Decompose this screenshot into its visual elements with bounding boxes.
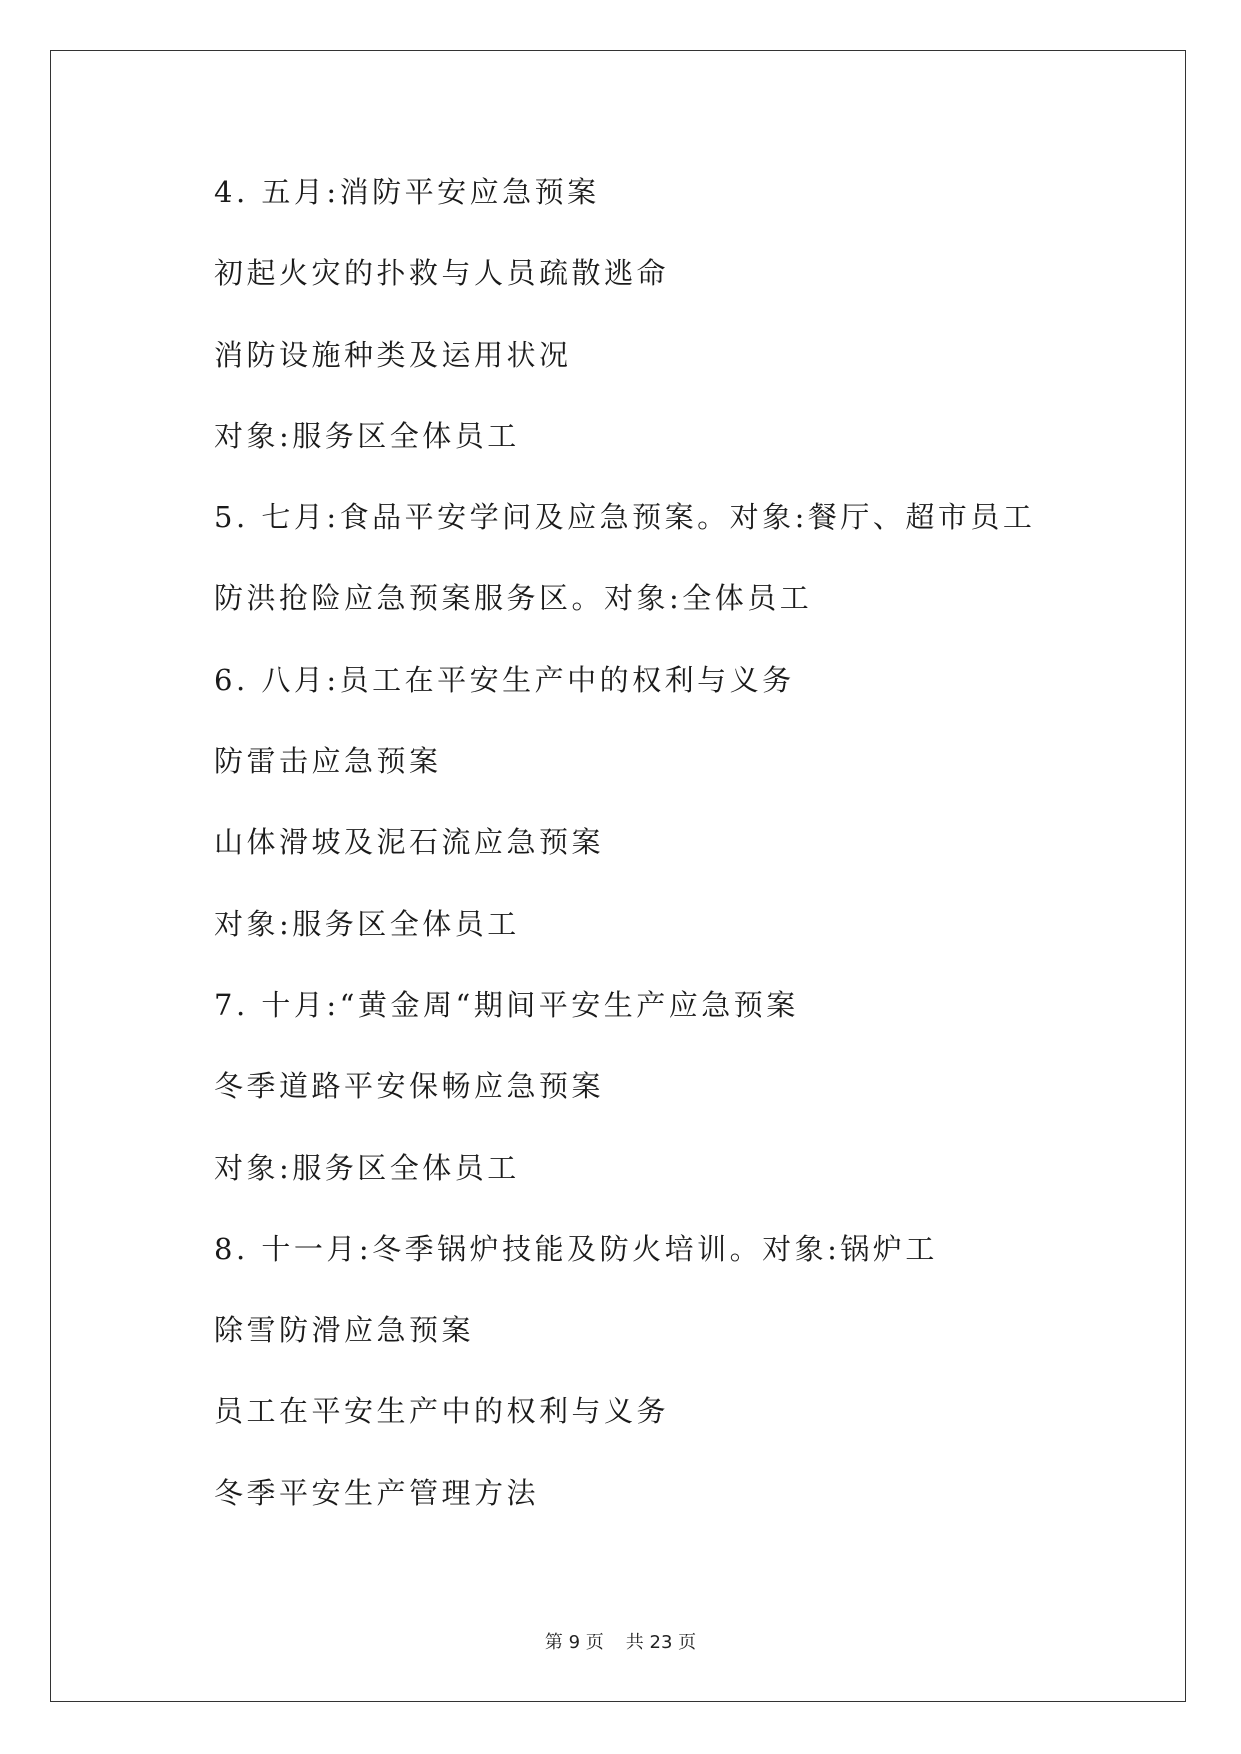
text-line: 对象:服务区全体员工 <box>214 906 520 941</box>
text-line: 除雪防滑应急预案 <box>214 1313 475 1348</box>
text-line: 初起火灾的扑救与人员疏散逃命 <box>214 256 670 291</box>
text-line: 7. 十月:“黄金周“期间平安生产应急预案 <box>214 987 799 1022</box>
page-footer <box>0 1628 1241 1654</box>
text-line: 4. 五月:消防平安应急预案 <box>214 175 600 209</box>
text-line: 对象:服务区全体员工 <box>214 418 520 453</box>
total-pages: 共 23 页 <box>625 1632 697 1653</box>
text-line: 防雷击应急预案 <box>214 744 442 779</box>
text-line: 防洪抢险应急预案服务区。对象:全体员工 <box>214 581 813 616</box>
text-line: 5. 七月:食品平安学问及应急预案。对象:餐厅、超市员工 <box>214 500 1036 535</box>
text-line: 8. 十一月:冬季锅炉技能及防火培训。对象:锅炉工 <box>214 1231 938 1266</box>
text-line: 消防设施种类及运用状况 <box>214 337 572 372</box>
text-line: 对象:服务区全体员工 <box>214 1150 520 1185</box>
document-body <box>214 164 1114 1546</box>
text-line: 冬季平安生产管理方法 <box>214 1475 540 1510</box>
text-line: 员工在平安生产中的权利与义务 <box>214 1394 670 1429</box>
page-number: 第 9 页 <box>544 1632 604 1653</box>
text-line: 冬季道路平安保畅应急预案 <box>214 1069 605 1104</box>
text-line: 山体滑坡及泥石流应急预案 <box>214 825 605 860</box>
text-line: 6. 八月:员工在平安生产中的权利与义务 <box>214 662 795 697</box>
